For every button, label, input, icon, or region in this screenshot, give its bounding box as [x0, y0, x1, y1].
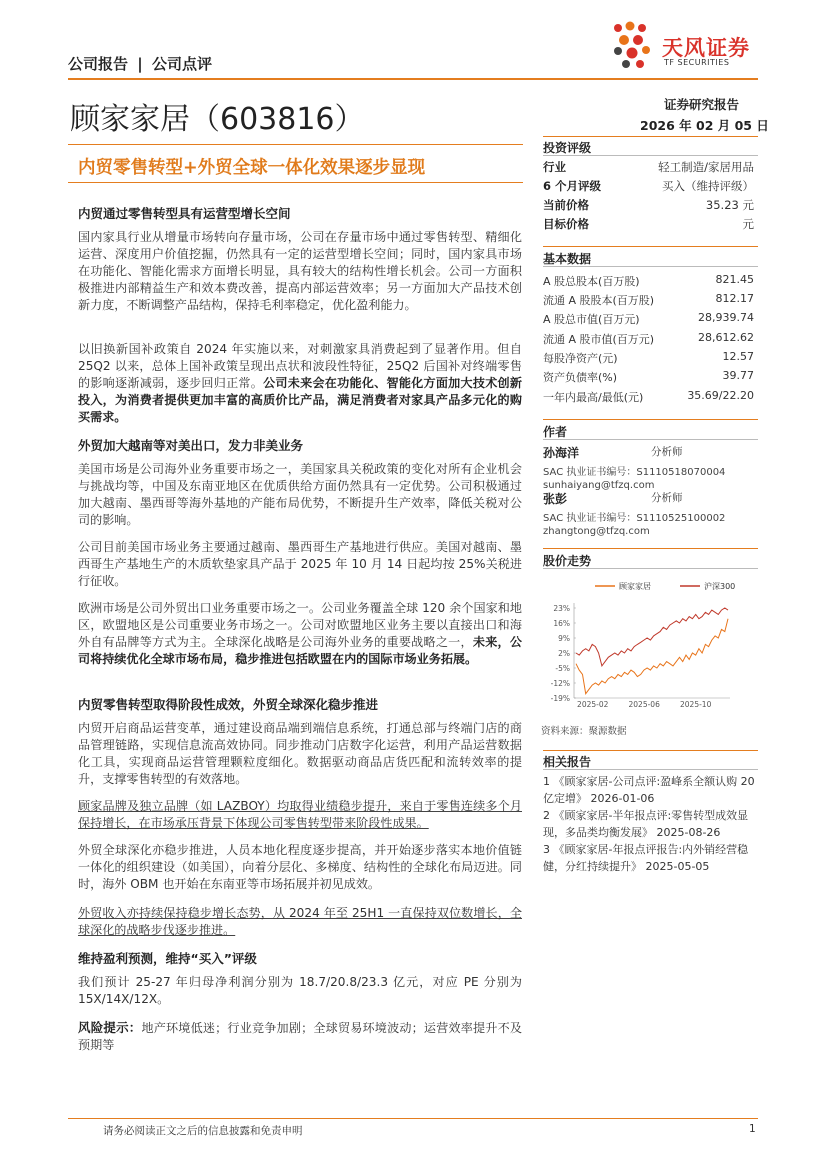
headline-top-rule — [68, 144, 523, 145]
author-email[interactable]: zhangtong@tfzq.com — [543, 526, 650, 537]
logo-mark-icon — [610, 18, 658, 70]
paragraph-4: 公司目前美国市场业务主要通过越南、墨西哥生产基地进行供应。美国对越南、墨西哥生产基地生产的木质软垫家具产品于 2025 年 10 月 14 日起均按 25%关税进行征收。 — [78, 540, 522, 588]
basic-key: 流通 A 股股本(百万股) — [543, 294, 655, 307]
rating-key: 6 个月评级 — [543, 179, 602, 193]
author-name: 孙海洋 — [543, 446, 580, 460]
rating-heading-rule — [543, 155, 758, 156]
category-separator: | — [137, 55, 143, 73]
footer-rule — [68, 1118, 758, 1119]
logo-text-cn: 天风证券 — [662, 36, 750, 60]
logo-text-en: TF SECURITIES — [664, 58, 730, 67]
x-tick-label: 2025-02 — [577, 700, 609, 709]
basic-key: A 股总股本(百万股) — [543, 275, 640, 288]
rating-key: 行业 — [543, 160, 566, 174]
risk-label: 风险提示： — [78, 1020, 142, 1035]
section-heading-2: 外贸加大越南等对美出口，发力非美业务 — [78, 438, 304, 453]
rating-key: 当前价格 — [543, 198, 589, 212]
rating-value: 元 — [742, 217, 754, 231]
author-name: 张彭 — [543, 492, 568, 506]
y-tick-label: -12% — [550, 679, 570, 688]
company-logo — [610, 18, 770, 78]
related-heading: 相关报告 — [543, 755, 592, 769]
x-tick-label: 2025-06 — [628, 700, 660, 709]
report-date: 2026 年 02 月 05 日 — [640, 118, 769, 133]
authors-heading: 作者 — [543, 425, 568, 439]
basic-value: 35.69/22.20 — [687, 389, 754, 402]
rating-row-industry — [543, 159, 754, 175]
paragraph-6: 内贸开启商品运营变革，通过建设商品端到端信息系统，打通总部与终端门店的商品管理链路，实现信息流高效协同。同步推动门店数字化运营，利用产品运营数据化工具，实现商品运营管理颗粒度细化。数据驱动商品店货匹配和流转效率的提升，支撑零售转型的有效落地。 — [78, 721, 522, 786]
basic-row — [543, 273, 754, 289]
author-role: 分析师 — [651, 492, 683, 504]
basic-value: 39.77 — [722, 369, 754, 382]
paragraph-5-text: 欧洲市场是公司外贸出口业务重要市场之一。公司业务覆盖全球 120 余个国家和地区，欧盟地区是公司重要业务市场之一。公司对欧盟地区业务主要以直接出口和海外自有品牌等方式为主。全球深化战略是公司海外业务的重要战略之一， — [78, 601, 522, 649]
risk-text: 地产环境低迷；行业竞争加剧；全球贸易环境波动；运营效率提升不及预期等 — [78, 1021, 522, 1052]
rating-top-rule — [543, 136, 758, 137]
rating-heading: 投资评级 — [543, 141, 592, 155]
basic-row — [543, 369, 754, 385]
author-2 — [543, 490, 758, 537]
rating-value: 买入（维持评级） — [662, 179, 754, 193]
basic-key: 每股净资产(元) — [543, 352, 618, 365]
related-report-3[interactable]: 3 《顾家家居-年报点评报告:内外销经营稳健，分红持续提升》 2025-05-05 — [543, 843, 749, 873]
paragraph-1: 国内家具行业从增量市场转向存量市场，公司在存量市场中通过零售转型、精细化运营、深度用户价值挖掘，仍然具有一定的运营型增长空间；同时，国内家具市场在功能化、智能化需求方面增长明显，具有较大的结构性增长机会。公司一方面积极推进内部精益生产和效本费改善，提高内部运营效率；另一方面加大产品技术创新力度，不断调整产品结构，保持毛利率稳定，优化盈利能力。 — [78, 230, 522, 312]
category-label: 公司报告 — [68, 55, 129, 73]
basic-row — [543, 331, 754, 347]
section-heading-3: 内贸零售转型取得阶段性成效，外贸全球深化稳步推进 — [78, 697, 379, 712]
y-tick-label: 2% — [558, 649, 570, 658]
basic-heading: 基本数据 — [543, 252, 592, 266]
basic-row — [543, 389, 754, 405]
basic-value: 28,939.74 — [698, 311, 754, 324]
rating-row-target — [543, 216, 754, 232]
paragraph-3: 美国市场是公司海外业务重要市场之一，美国家具关税政策的变化对所有企业机会与挑战均等，中国及东南亚地区在优质供给方面仍然具有一定优势。公司积极通过加大越南、墨西哥等海外基地的产能布局优势，不断提升生产效率，降低关税对公司的影响。 — [78, 462, 522, 527]
basic-key: 资产负债率(%) — [543, 371, 618, 384]
x-tick-label: 2025-10 — [680, 700, 712, 709]
basic-top-rule — [543, 246, 758, 247]
y-tick-label: 23% — [553, 604, 570, 613]
basic-value: 28,612.62 — [698, 331, 754, 344]
basic-value: 821.45 — [715, 273, 754, 286]
page-number: 1 — [749, 1123, 756, 1135]
risk-paragraph — [78, 1019, 522, 1054]
rating-value: 轻工制造/家居用品 — [658, 160, 754, 174]
author-email[interactable]: sunhaiyang@tfzq.com — [543, 480, 655, 491]
legend-label: 顾家家居 — [619, 582, 651, 591]
paragraph-2-bold: 公司未来会在功能化、智能化方面加大技术创新投入，为消费者提供更加丰富的高质价比产品，满足消费者对家具产品多元化的购买需求。 — [78, 376, 522, 424]
author-cert: SAC 执业证书编号：S1110518070004 — [543, 467, 726, 478]
y-tick-label: 9% — [558, 634, 570, 643]
paragraph-5-bold: 未来，公司将持续优化全球市场布局，稳步推进包括欧盟在内的国际市场业务拓展。 — [78, 635, 522, 666]
basic-row — [543, 311, 754, 327]
related-report-1[interactable]: 1 《顾家家居-公司点评:盈峰系全额认购 20 亿定增》 2026-01-06 — [543, 775, 755, 805]
legend-label: 沪深300 — [704, 582, 736, 591]
rating-row-rating — [543, 178, 754, 194]
rating-row-price — [543, 197, 754, 213]
chart-heading: 股价走势 — [543, 554, 592, 568]
rating-value: 35.23 元 — [705, 198, 754, 212]
price-chart — [540, 573, 755, 713]
section-heading-1: 内贸通过零售转型具有运营型增长空间 — [78, 206, 291, 221]
authors-top-rule — [543, 419, 758, 420]
basic-key: 流通 A 股市值(百万元) — [543, 333, 655, 346]
paragraph-7: 顾家品牌及独立品牌（如 LAZBOY）均取得业绩稳步提升，来自于零售连续多个月保持增长，在市场承压背景下体现公司零售转型带来阶段性成果。 — [78, 799, 522, 830]
header-rule — [68, 78, 758, 80]
y-tick-label: -5% — [555, 664, 570, 673]
author-cert: SAC 执业证书编号：S1110525100002 — [543, 513, 726, 524]
series-line — [576, 608, 728, 666]
paragraph-2 — [78, 341, 522, 426]
paragraph-9: 外贸收入亦持续保持稳步增长态势，从 2024 年至 25H1 一直保持双位数增长，全球深化的战略步伐逐步推进。 — [78, 906, 522, 937]
basic-value: 12.57 — [722, 350, 754, 363]
related-report-2[interactable]: 2 《顾家家居-半年报点评:零售转型成效显现，多品类均衡发展》 2025-08-26 — [543, 809, 749, 839]
author-1 — [543, 444, 758, 491]
rating-key: 目标价格 — [543, 217, 589, 231]
basic-row — [543, 350, 754, 366]
y-tick-label: -19% — [550, 694, 570, 703]
authors-heading-rule — [543, 439, 758, 440]
chart-top-rule — [543, 548, 758, 549]
y-tick-label: 16% — [553, 619, 570, 628]
headline: 内贸零售转型+外贸全球一体化效果逐步显现 — [78, 158, 426, 178]
basic-key: 一年内最高/最低(元) — [543, 391, 644, 404]
paragraph-10: 我们预计 25-27 年归母净利润分别为 18.7/20.8/23.3 亿元，对应 PE 分别为 15X/14X/12X。 — [78, 975, 522, 1006]
company-title: 顾家家居（603816） — [70, 102, 365, 137]
series-line — [576, 619, 728, 694]
paragraph-8: 外贸全球深化亦稳步推进，人员本地化程度逐步提高，并开始逐步落实本地价值链一体化的组织建设（如美国），向着分层化、多梯度、结构性的全球化布局迈进。同时，海外 OBM 也开始在东南亚等市场拓展并初见成效。 — [78, 843, 522, 891]
footer-disclaimer: 请务必阅读正文之后的信息披露和免责申明 — [103, 1125, 303, 1137]
basic-value: 812.17 — [715, 292, 754, 305]
chart-source: 资料来源：聚源数据 — [541, 726, 627, 737]
paragraph-2-text: 以旧换新国补政策自 2024 年实施以来，对刺激家具消费起到了显著作用。但自 25Q2 以来，总体上国补政策呈现出点状和波段性特征，25Q2 后国补对终端零售的影响逐渐减弱，逐步回归正常。 — [78, 342, 522, 390]
related-top-rule — [543, 750, 758, 751]
report-type: 证券研究报告 — [664, 97, 740, 112]
basic-key: A 股总市值(百万元) — [543, 313, 640, 326]
chart-heading-rule — [543, 568, 758, 569]
section-heading-4: 维持盈利预测，维持“买入”评级 — [78, 951, 257, 966]
subcategory-label: 公司点评 — [151, 55, 212, 73]
paragraph-5 — [78, 600, 522, 668]
basic-heading-rule — [543, 266, 758, 267]
headline-bottom-rule — [68, 182, 523, 183]
related-heading-rule — [543, 769, 758, 770]
author-role: 分析师 — [651, 446, 683, 458]
basic-row — [543, 292, 754, 308]
report-category — [68, 53, 212, 74]
